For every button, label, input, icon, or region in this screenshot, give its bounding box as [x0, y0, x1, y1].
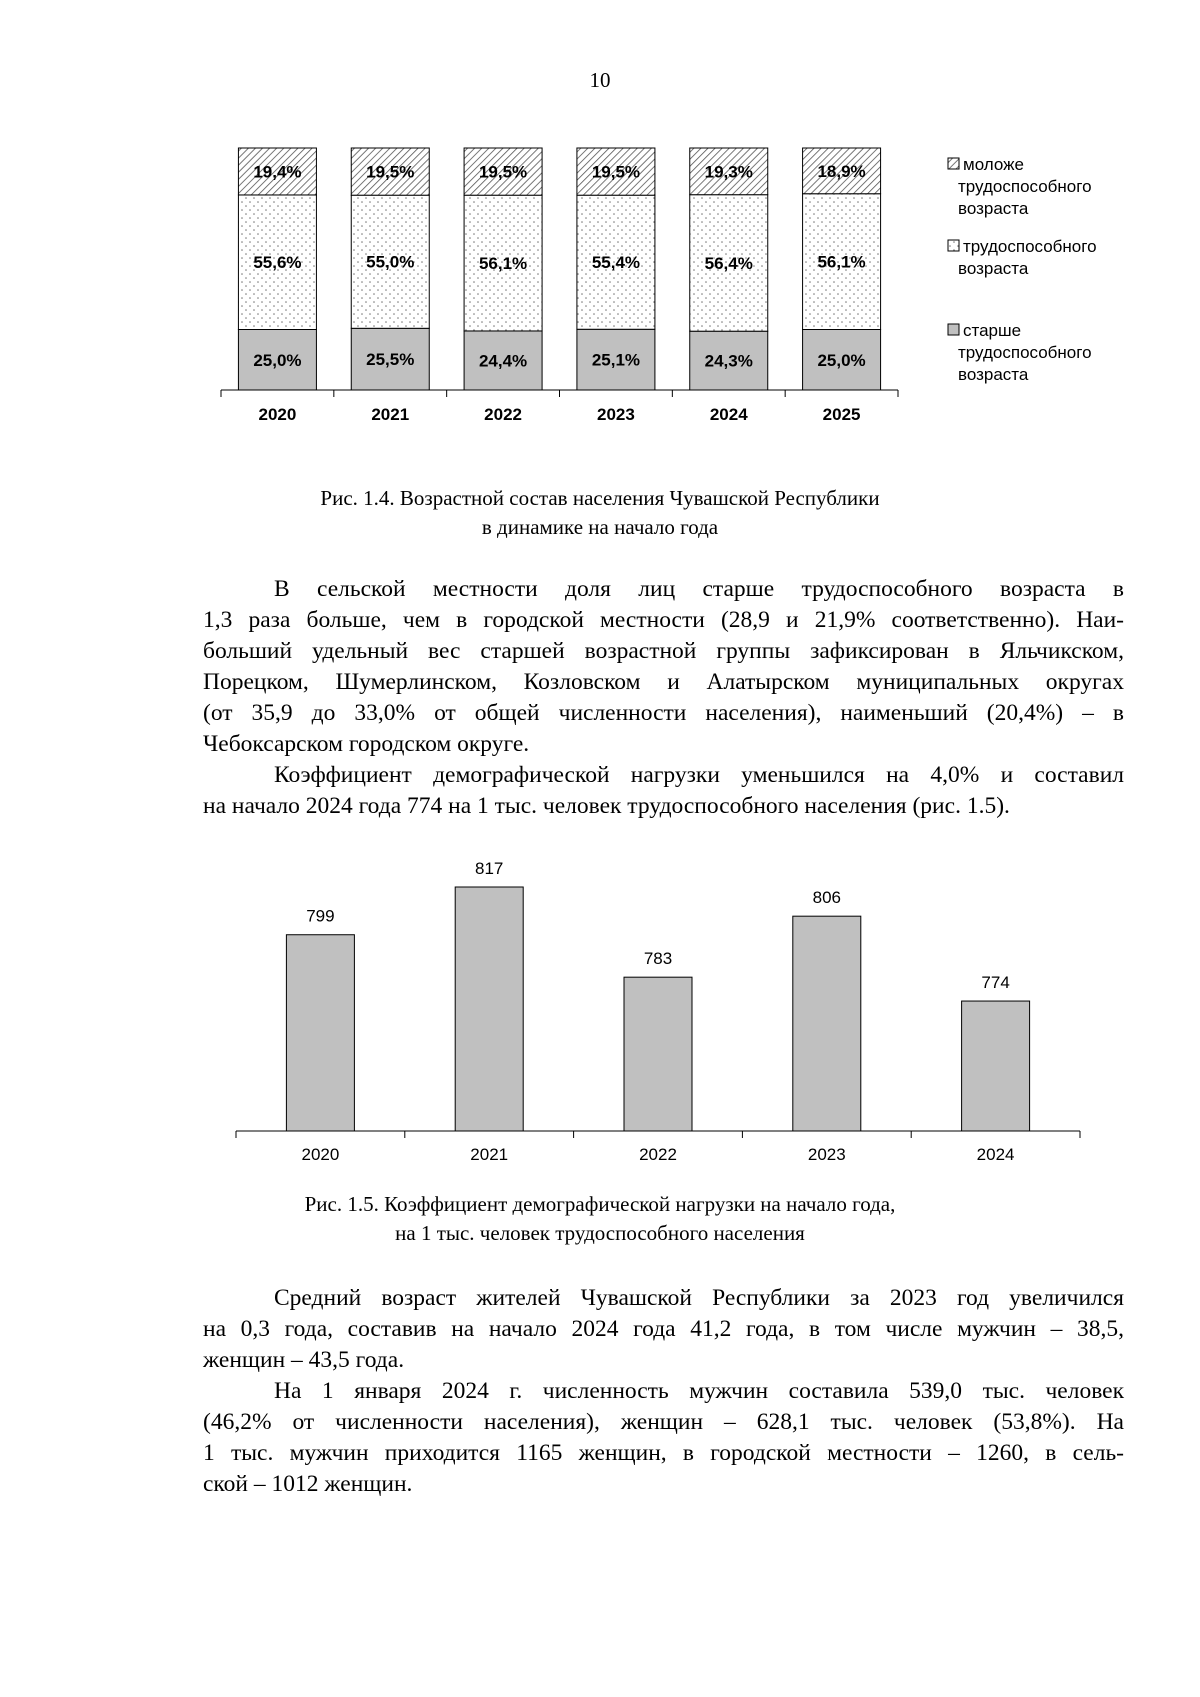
data-label: 19,5%: [478, 162, 528, 182]
data-label: 25,1%: [591, 350, 641, 370]
text-line: В сельской местности доля лиц старше трудоспособного возраста в: [274, 576, 1124, 602]
data-label: 19,5%: [591, 162, 641, 182]
figure-1-4-caption-line-1: Рис. 1.4. Возрастной состав населения Чувашской Республики: [320, 486, 880, 510]
x-tick-label: 2023: [807, 1145, 846, 1164]
data-label: 55,0%: [366, 252, 415, 272]
text-line: на начало 2024 года 774 на 1 тыс. человек трудоспособного населения (рис. 1.5).: [203, 793, 1010, 819]
data-label: 799: [306, 906, 335, 926]
legend-label: трудоспособного: [958, 177, 1092, 196]
data-label: 18,9%: [817, 161, 866, 181]
legend-label: возраста: [958, 199, 1029, 218]
text-line: ской – 1012 женщин.: [203, 1471, 413, 1497]
legend-label: возраста: [958, 259, 1029, 278]
legend-label: моложе: [963, 155, 1024, 174]
text-line: больший удельный вес старшей возрастной группы зафиксирован в Яльчикском,: [203, 638, 1124, 664]
text-line: (от 35,9 до 33,0% от общей численности населения), наименьший (20,4%) – в: [203, 700, 1124, 726]
figure-1-5-caption: [0, 1190, 1200, 1248]
legend-label: возраста: [958, 365, 1029, 384]
data-label: 19,3%: [704, 162, 753, 182]
paragraph-gender-ratio: [203, 1376, 1124, 1500]
data-label: 25,5%: [366, 350, 415, 370]
data-label: 19,4%: [253, 162, 302, 182]
x-tick-label: 2021: [470, 1145, 509, 1164]
data-label: 806: [812, 888, 841, 908]
bar: [286, 935, 354, 1131]
data-label: 55,6%: [253, 253, 302, 273]
data-label: 56,4%: [704, 253, 753, 273]
text-line: женщин – 43,5 года.: [203, 1347, 405, 1373]
data-label: 774: [981, 973, 1010, 993]
data-label: 24,3%: [704, 351, 753, 371]
text-line: На 1 января 2024 г. численность мужчин составила 539,0 тыс. человек: [274, 1378, 1124, 1404]
data-label: 19,5%: [366, 162, 415, 182]
text-line: 1,3 раза больше, чем в городской местности (28,9 и 21,9% соответственно). Наи-: [203, 607, 1124, 633]
x-tick-label: 2023: [597, 405, 635, 424]
x-tick-label: 2020: [301, 1145, 340, 1164]
figure-1-4-caption-line-2: в динамике на начало года: [481, 515, 719, 539]
paragraph-average-age: [203, 1283, 1124, 1376]
bar: [624, 977, 692, 1131]
legend-label: трудоспособного: [958, 343, 1092, 362]
x-tick-label: 2025: [822, 405, 861, 424]
figure-1-5-caption-line-1: Рис. 1.5. Коэффициент демографической нагрузки на начало года,: [304, 1192, 896, 1216]
x-tick-label: 2021: [371, 405, 410, 424]
bar: [455, 887, 523, 1131]
data-label: 56,1%: [817, 252, 866, 272]
bar: [962, 1001, 1030, 1131]
text-line: Порецком, Шумерлинском, Козловском и Алатырском муниципальных округах: [203, 669, 1124, 695]
data-label: 25,0%: [253, 350, 302, 370]
x-tick-label: 2024: [709, 405, 748, 424]
text-line: на 0,3 года, составив на начало 2024 года 41,2 года, в том числе мужчин – 38,5,: [203, 1316, 1124, 1342]
figure-1-5-caption-line-2: на 1 тыс. человек трудоспособного населения: [395, 1221, 805, 1245]
page-number: 10: [589, 68, 611, 92]
data-label: 24,4%: [478, 351, 528, 371]
x-tick-label: 2022: [484, 405, 522, 424]
data-label: 56,1%: [478, 254, 528, 274]
text-line: (46,2% от численности населения), женщин – 628,1 тыс. человек (53,8%). На: [203, 1409, 1124, 1435]
legend-label: трудоспособного: [963, 237, 1097, 256]
data-label: 55,4%: [591, 253, 641, 273]
data-label: 817: [475, 859, 504, 878]
x-tick-label: 2022: [639, 1145, 677, 1164]
data-label: 25,0%: [817, 350, 866, 370]
text-line: Чебоксарском городском округе.: [203, 731, 530, 757]
data-label: 783: [643, 949, 673, 969]
text-line: 1 тыс. мужчин приходится 1165 женщин, в городской местности – 1260, в сель-: [203, 1440, 1124, 1466]
x-tick-label: 2020: [258, 405, 297, 424]
x-tick-label: 2024: [976, 1145, 1015, 1164]
bar: [793, 916, 861, 1131]
text-line: Средний возраст жителей Чувашской Республики за 2023 год увеличился: [274, 1285, 1124, 1311]
text-line: Коэффициент демографической нагрузки уменьшился на 4,0% и составил: [274, 762, 1124, 788]
legend-label: старше: [963, 321, 1022, 340]
